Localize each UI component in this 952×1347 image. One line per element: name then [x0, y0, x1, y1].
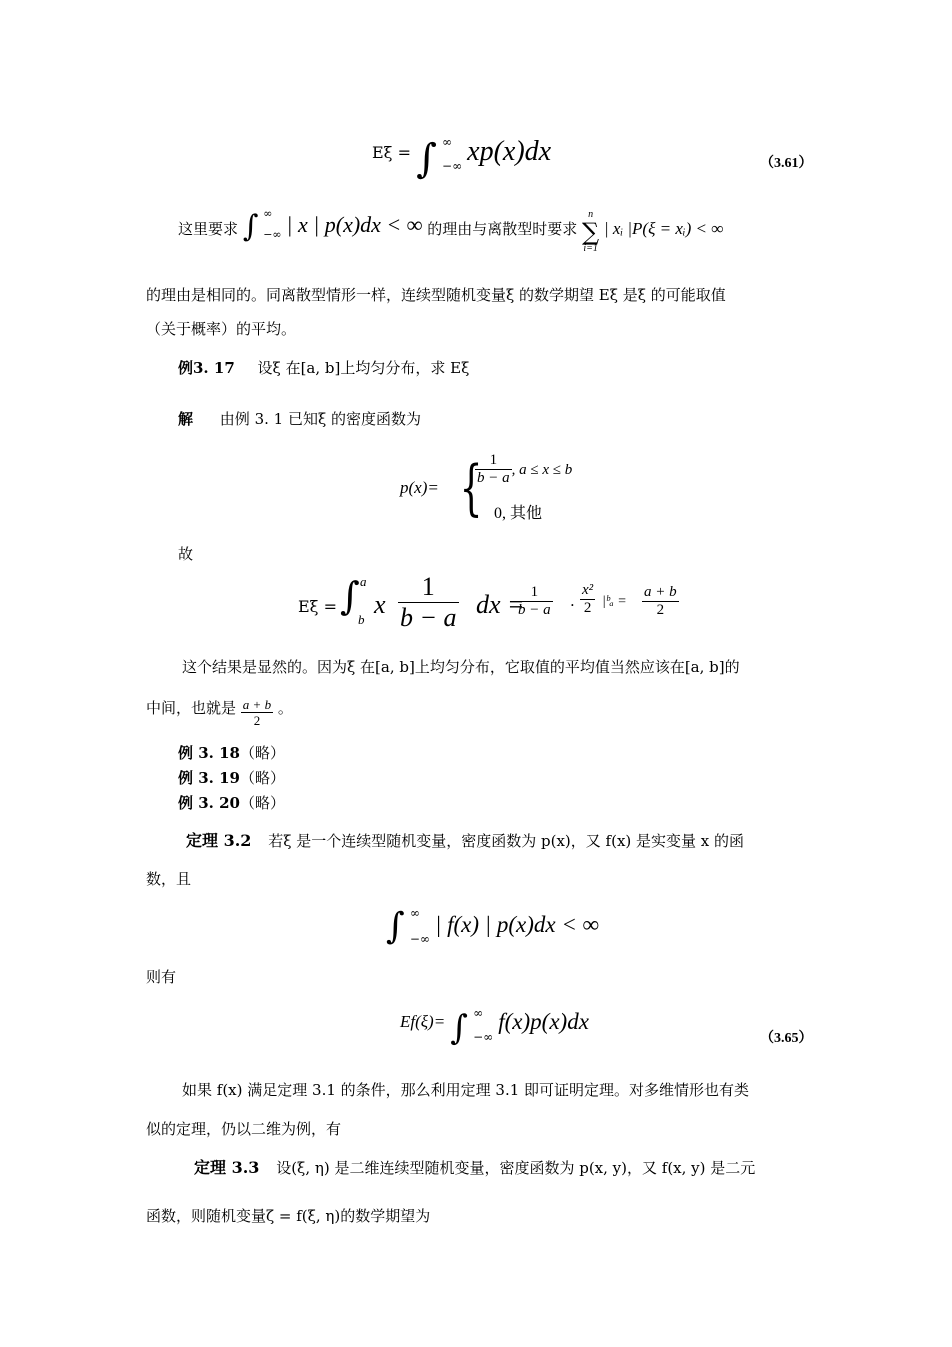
solution-text: 由例 3. 1 已知ξ 的密度函数为 — [219, 410, 421, 428]
paragraph-line: 如果 f(x) 满足定理 3.1 的条件，那么利用定理 3.1 即可证明定理。对多维情形也有类 — [182, 1081, 750, 1099]
density-otherwise: 0, 其他 — [494, 505, 543, 522]
fraction-large: $\frac{1}{b - a}$ — [400, 572, 457, 632]
theorem-3-2 — [186, 831, 744, 851]
integral-sign: ∫ — [340, 574, 360, 618]
paragraph-line: 函数，则随机变量ζ = f(ξ, η)的数学期望为 — [146, 1207, 431, 1225]
condition-1: | x | p(x)dx < ∞ — [286, 212, 423, 237]
solution-line — [178, 409, 421, 429]
density-lhs: p(x)= — [400, 478, 439, 497]
equation-3-65: Ef(ξ)= ∫ ∞ −∞ f(x)p(x)dx — [400, 1005, 589, 1048]
example-3-17 — [178, 358, 469, 378]
paragraph-line: 数，且 — [146, 870, 192, 888]
paragraph-line: 中间，也就是 $\frac{a + b}{2}$ 。 — [146, 697, 293, 728]
paragraph-line: 似的定理，仍以二维为例，有 — [146, 1120, 342, 1138]
example-omitted: 例 3. 20（略） — [178, 794, 285, 812]
eq-lhs: Eξ = — [372, 143, 411, 162]
left-brace: { — [459, 453, 483, 523]
example-label: 例3. 17 — [178, 359, 235, 377]
theorem-label: 定理 3.2 — [186, 831, 252, 850]
condition-integral: ∫ ∞ −∞ | f(x) | p(x)dx < ∞ — [386, 905, 599, 947]
example-text: 设ξ 在[a, b]上均匀分布，求 Eξ — [257, 359, 470, 377]
requirement-line: 这里要求 ∫ ∞ −∞ | x | p(x)dx < ∞ 的理由与离散型时要求 n ∑ i=1 | xᵢ |P(ξ = xᵢ) < ∞ — [178, 207, 724, 254]
integral-limits: ∞ −∞ — [442, 134, 463, 173]
eq-integrand: xp(x)dx — [467, 136, 552, 167]
theorem-text: 若ξ 是一个连续型随机变量，密度函数为 p(x)，又 f(x) 是实变量 x 的函 — [268, 832, 745, 850]
fraction: $\frac{1}{b - a}$ — [477, 452, 510, 486]
paragraph-line: 的理由是相同的。同离散型情形一样，连续型随机变量ξ 的数学期望 Eξ 是ξ 的可能取值 — [146, 286, 726, 304]
sum-symbol: n ∑ i=1 — [582, 209, 600, 254]
integral-sign: ∫ — [416, 136, 437, 182]
integral-sign: ∫ — [450, 1008, 468, 1048]
example-omitted: 例 3. 19（略） — [178, 769, 285, 787]
example-omitted: 例 3. 18（略） — [178, 744, 285, 762]
equation-3-61 — [372, 132, 551, 182]
fraction-inline: $\frac{a + b}{2}$ — [242, 697, 272, 728]
therefore-word: 故 — [178, 545, 194, 563]
integral-sign: ∫ — [386, 906, 405, 947]
paragraph-line: 这个结果是显然的。因为ξ 在[a, b]上均匀分布，它取值的平均值当然应该在[a, b]的 — [182, 658, 740, 676]
equation-number: （3.61） — [760, 156, 813, 171]
theorem-3-3 — [194, 1158, 755, 1178]
theorem-text: 设(ξ, η) 是二维连续型随机变量，密度函数为 p(x, y)，又 f(x, y) 是二元 — [276, 1159, 756, 1177]
integral-sign: ∫ — [242, 209, 259, 244]
paragraph-line: （关于概率）的平均。 — [146, 320, 297, 338]
condition-2: | xᵢ |P(ξ = xᵢ) < ∞ — [603, 219, 724, 238]
theorem-label: 定理 3.3 — [194, 1158, 260, 1177]
equation-number: （3.65） — [760, 1031, 813, 1046]
then-have: 则有 — [146, 968, 177, 986]
solution-label: 解 — [178, 410, 194, 428]
